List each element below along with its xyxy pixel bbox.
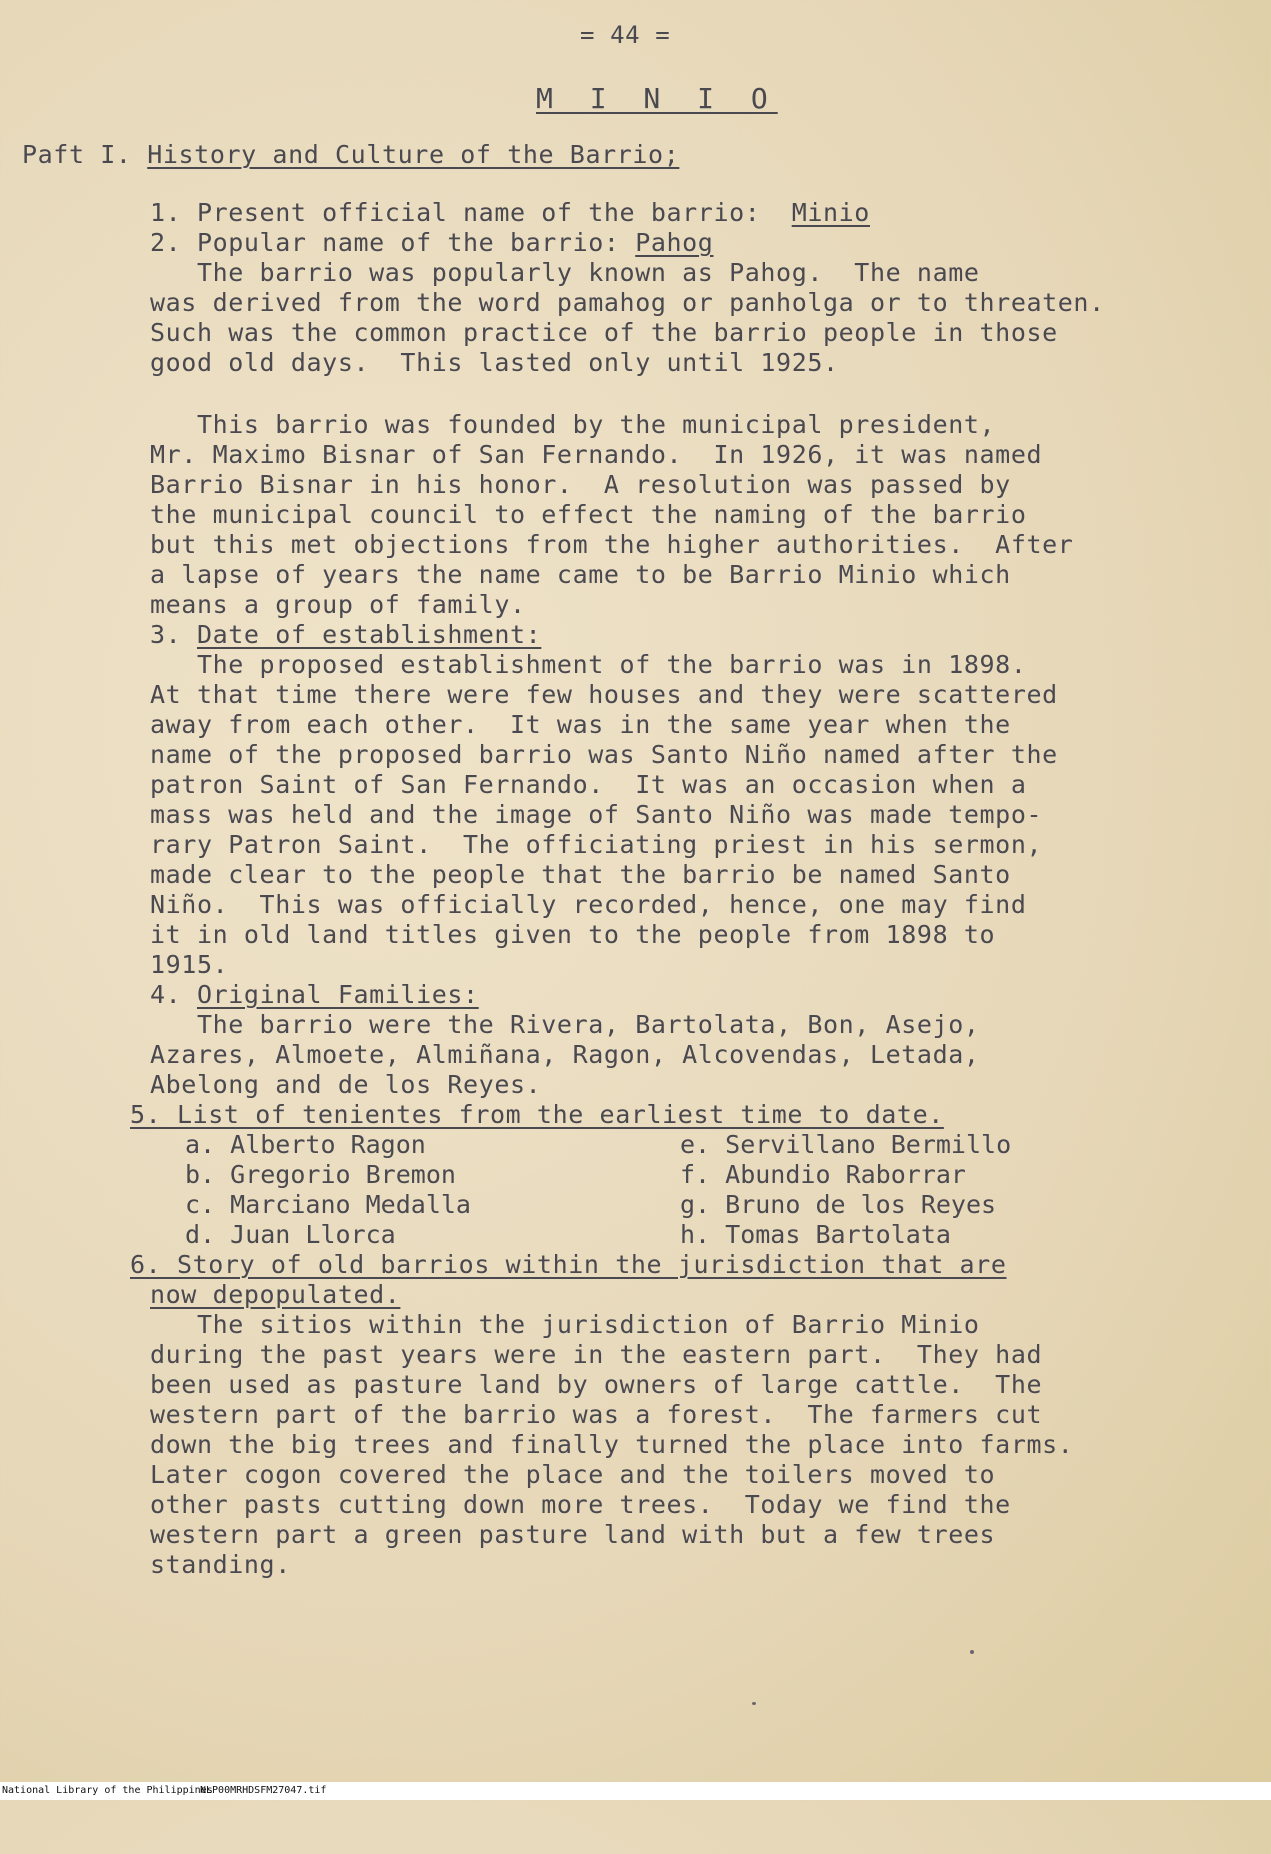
- item-6-continued: now depopulated.: [150, 1280, 401, 1309]
- teniente-item: f. Abundio Raborrar: [680, 1160, 966, 1189]
- text-line: made clear to the people that the barrio be named Santo: [150, 860, 1011, 889]
- document-title: M I N I O: [536, 82, 778, 115]
- text-line: down the big trees and finally turned the place into farms.: [150, 1430, 1074, 1459]
- text-line: it in old land titles given to the people from 1898 to: [150, 920, 996, 949]
- text-line: a lapse of years the name came to be Barrio Minio which: [150, 560, 1011, 589]
- item-2-value: Pahog: [635, 228, 714, 257]
- teniente-item: d. Juan Llorca: [185, 1220, 396, 1249]
- text-line: the municipal council to effect the naming of the barrio: [150, 500, 1027, 529]
- teniente-item: e. Servillano Bermillo: [680, 1130, 1012, 1159]
- text-line: was derived from the word pamahog or panholga or to threaten.: [150, 288, 1105, 317]
- text-line: Niño. This was officially recorded, hence, one may find: [150, 890, 1027, 919]
- item-2-label: 2. Popular name of the barrio:: [150, 228, 636, 257]
- item-6: 6. Story of old barrios within the jurisdiction that are: [130, 1250, 1007, 1279]
- scan-footer: [0, 1782, 1271, 1800]
- text-line: during the past years were in the eastern part. They had: [150, 1340, 1043, 1369]
- ink-speck: [970, 1650, 974, 1654]
- page-number: = 44 =: [580, 21, 671, 49]
- text-line: Azares, Almoete, Almiñana, Ragon, Alcovendas, Letada,: [150, 1040, 980, 1069]
- item-3-label: 3.: [150, 620, 197, 649]
- text-line: standing.: [150, 1550, 291, 1579]
- item-2: [150, 228, 713, 258]
- teniente-item: c. Marciano Medalla: [185, 1190, 471, 1219]
- text-line: western part a green pasture land with but a few trees: [150, 1520, 996, 1549]
- teniente-item: a. Alberto Ragon: [185, 1130, 426, 1159]
- text-line: This barrio was founded by the municipal president,: [150, 410, 996, 439]
- text-line: Later cogon covered the place and the toilers moved to: [150, 1460, 996, 1489]
- teniente-item: h. Tomas Bartolata: [680, 1220, 951, 1249]
- part-heading-prefix: Paft I.: [22, 140, 148, 169]
- text-line: but this met objections from the higher authorities. After: [150, 530, 1074, 559]
- item-4-label: 4.: [150, 980, 197, 1009]
- item-1-value: Minio: [791, 198, 870, 227]
- text-line: 1915.: [150, 950, 229, 979]
- text-line: Such was the common practice of the barrio people in those: [150, 318, 1058, 347]
- part-heading: [22, 140, 679, 170]
- text-line: Barrio Bisnar in his honor. A resolution was passed by: [150, 470, 1011, 499]
- text-line: The barrio was popularly known as Pahog. The name: [150, 258, 980, 287]
- text-line: The sitios within the jurisdiction of Barrio Minio: [150, 1310, 980, 1339]
- item-1: [150, 198, 870, 228]
- text-line: patron Saint of San Fernando. It was an occasion when a: [150, 770, 1027, 799]
- text-line: At that time there were few houses and they were scattered: [150, 680, 1058, 709]
- text-line: been used as pasture land by owners of large cattle. The: [150, 1370, 1043, 1399]
- text-line: good old days. This lasted only until 1925.: [150, 348, 839, 377]
- text-line: western part of the barrio was a forest. The farmers cut: [150, 1400, 1043, 1429]
- text-line: The proposed establishment of the barrio was in 1898.: [150, 650, 1027, 679]
- item-5: 5. List of tenientes from the earliest time to date.: [130, 1100, 944, 1129]
- text-line: other pasts cutting down more trees. Today we find the: [150, 1490, 1011, 1519]
- item-3: [150, 620, 541, 650]
- part-heading-text: History and Culture of the Barrio;: [147, 140, 680, 169]
- teniente-item: b. Gregorio Bremon: [185, 1160, 456, 1189]
- text-line: mass was held and the image of Santo Niño was made tempo-: [150, 800, 1043, 829]
- text-line: rary Patron Saint. The officiating priest in his sermon,: [150, 830, 1043, 859]
- ink-speck: [752, 1702, 756, 1705]
- text-line: The barrio were the Rivera, Bartolata, Bon, Asejo,: [150, 1010, 980, 1039]
- teniente-item: g. Bruno de los Reyes: [680, 1190, 997, 1219]
- footer-library: National Library of the Philippines: [2, 1785, 213, 1796]
- text-line: means a group of family.: [150, 590, 526, 619]
- item-4: [150, 980, 479, 1010]
- item-4-value: Original Families:: [196, 980, 479, 1009]
- footer-file-id: NLP00MRHDSFM27047.tif: [200, 1785, 327, 1796]
- item-3-value: Date of establishment:: [196, 620, 542, 649]
- text-line: away from each other. It was in the same year when the: [150, 710, 1011, 739]
- text-line: Mr. Maximo Bisnar of San Fernando. In 1926, it was named: [150, 440, 1043, 469]
- text-line: name of the proposed barrio was Santo Niño named after the: [150, 740, 1058, 769]
- item-1-label: 1. Present official name of the barrio:: [150, 198, 792, 227]
- text-line: Abelong and de los Reyes.: [150, 1070, 542, 1099]
